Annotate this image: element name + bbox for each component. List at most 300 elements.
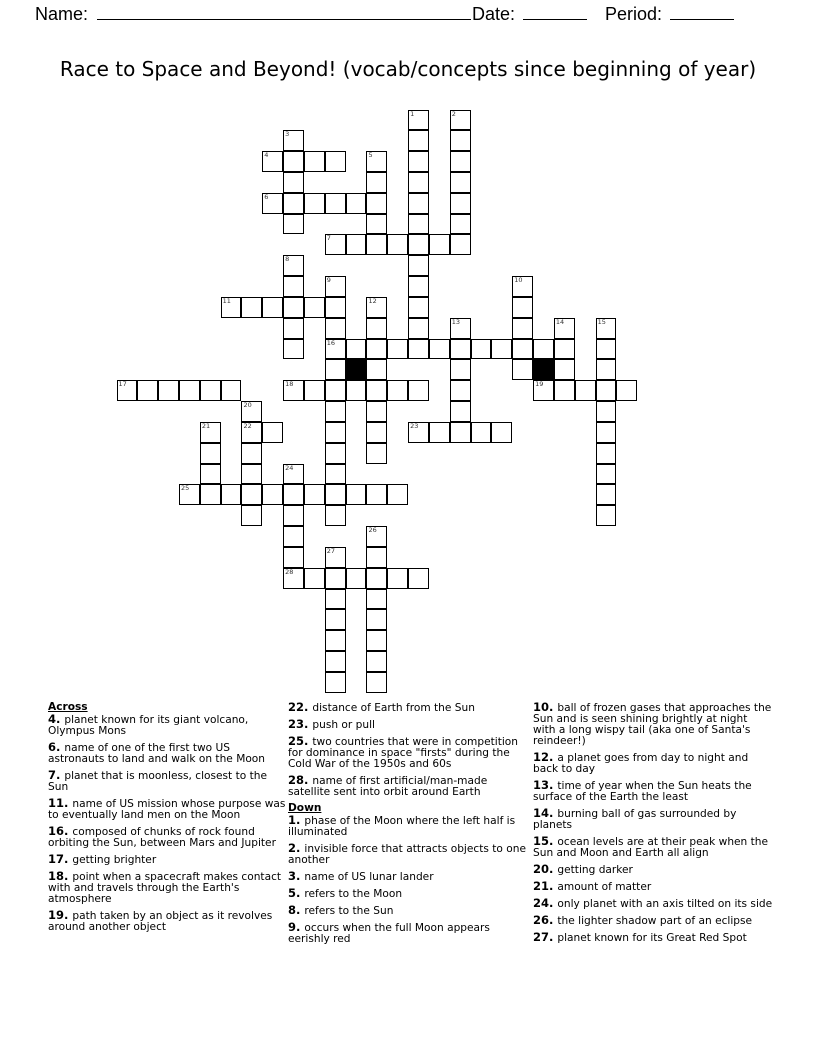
grid-cell[interactable] xyxy=(512,297,533,318)
grid-cell[interactable] xyxy=(366,172,387,193)
clue-across-6 xyxy=(48,742,288,765)
grid-cell[interactable] xyxy=(596,339,617,360)
grid-cell[interactable] xyxy=(304,484,325,505)
grid-cell[interactable] xyxy=(450,318,471,339)
grid-cell[interactable] xyxy=(221,380,242,401)
clue-down-5 xyxy=(288,888,528,900)
grid-cell[interactable] xyxy=(366,193,387,214)
grid-cell[interactable] xyxy=(283,130,304,151)
clue-separator: . xyxy=(549,750,558,764)
clue-across-17 xyxy=(48,854,288,866)
cell-number: 24 xyxy=(285,463,294,472)
grid-cell[interactable] xyxy=(283,339,304,360)
grid-cell[interactable] xyxy=(325,505,346,526)
across-heading: Across xyxy=(48,701,88,713)
grid-cell[interactable] xyxy=(325,568,346,589)
clue-column-3 xyxy=(533,702,773,949)
grid-cell[interactable] xyxy=(325,464,346,485)
grid-cell[interactable] xyxy=(262,297,283,318)
grid-cell[interactable] xyxy=(283,297,304,318)
grid-cell[interactable] xyxy=(387,339,408,360)
grid-cell[interactable] xyxy=(366,380,387,401)
grid-cell[interactable] xyxy=(450,130,471,151)
grid-cell[interactable] xyxy=(596,422,617,443)
grid-cell[interactable] xyxy=(179,484,200,505)
grid-cell[interactable] xyxy=(346,484,367,505)
clue-text: name of US mission whose purpose was to eventually land men on the Moon xyxy=(48,798,286,821)
clue-text: ball of frozen gases that approaches the Sun and is seen shining brightly at night with a long wispy tail (aka one of Santa's reindeer!) xyxy=(533,702,772,747)
clue-separator: . xyxy=(549,913,558,927)
period-blank[interactable] xyxy=(670,2,734,20)
grid-cell[interactable] xyxy=(325,276,346,297)
clue-text: ocean levels are at their peak when the Sun and Moon and Earth all align xyxy=(533,836,769,859)
clue-text: planet known for its Great Red Spot xyxy=(557,932,747,944)
grid-cell[interactable] xyxy=(304,380,325,401)
cell-number: 21 xyxy=(201,421,211,430)
clue-down-20 xyxy=(533,864,773,876)
grid-cell[interactable] xyxy=(408,255,429,276)
grid-cell[interactable] xyxy=(471,422,492,443)
grid-cell[interactable] xyxy=(200,464,221,485)
clue-number: 7 xyxy=(48,768,57,782)
grid-cell[interactable] xyxy=(241,422,262,443)
clue-separator: . xyxy=(549,700,558,714)
grid-cell[interactable] xyxy=(346,568,367,589)
grid-cell[interactable] xyxy=(408,297,429,318)
grid-cell[interactable] xyxy=(616,380,637,401)
grid-cell[interactable] xyxy=(387,380,408,401)
grid-cell[interactable] xyxy=(304,568,325,589)
clue-separator: . xyxy=(549,834,558,848)
clue-text: invisible force that attracts objects to one another xyxy=(288,843,526,866)
grid-cell[interactable] xyxy=(283,172,304,193)
clue-across-11 xyxy=(48,798,288,821)
grid-cell[interactable] xyxy=(283,484,304,505)
grid-cell[interactable] xyxy=(325,547,346,568)
grid-cell[interactable] xyxy=(283,276,304,297)
clue-across-18 xyxy=(48,871,288,905)
grid-cell[interactable] xyxy=(325,297,346,318)
grid-cell[interactable] xyxy=(200,380,221,401)
grid-cell[interactable] xyxy=(596,443,617,464)
clue-separator: . xyxy=(64,869,73,883)
grid-cell[interactable] xyxy=(408,172,429,193)
clue-separator: . xyxy=(296,903,305,917)
cell-number: 9 xyxy=(326,276,331,285)
clue-down-15 xyxy=(533,836,773,859)
grid-cell[interactable] xyxy=(387,568,408,589)
cell-number: 13 xyxy=(451,317,461,326)
clue-down-3 xyxy=(288,871,528,883)
clue-text: point when a spacecraft makes contact with and travels through the Earth's atmosphere xyxy=(48,871,282,905)
grid-cell[interactable] xyxy=(325,318,346,339)
clue-text: planet that is moonless, closest to the Sun xyxy=(48,770,267,793)
clue-text: refers to the Moon xyxy=(304,888,403,900)
clue-down-10 xyxy=(533,702,773,747)
clue-number: 15 xyxy=(533,834,550,848)
clue-number: 20 xyxy=(533,862,550,876)
clue-text: the lighter shadow part of an eclipse xyxy=(557,915,753,927)
clue-separator: . xyxy=(56,768,65,782)
grid-cell[interactable] xyxy=(117,380,138,401)
grid-cell[interactable] xyxy=(283,505,304,526)
grid-cell[interactable] xyxy=(283,568,304,589)
clue-number: 26 xyxy=(533,913,550,927)
clue-number: 27 xyxy=(533,930,550,944)
cell-number: 25 xyxy=(180,484,190,493)
grid-cell[interactable] xyxy=(596,318,617,339)
grid-cell[interactable] xyxy=(346,193,367,214)
clue-text: time of year when the Sun heats the surface of the Earth the least xyxy=(533,780,752,803)
cell-number: 5 xyxy=(368,151,373,160)
grid-cell[interactable] xyxy=(408,151,429,172)
clue-separator: . xyxy=(549,896,558,910)
grid-cell[interactable] xyxy=(241,443,262,464)
grid-cell[interactable] xyxy=(366,359,387,380)
clue-separator: . xyxy=(296,841,305,855)
cell-number: 16 xyxy=(326,338,336,347)
clue-text: composed of chunks of rock found orbiting the Sun, between Mars and Jupiter xyxy=(48,826,276,849)
clue-text: getting brighter xyxy=(72,854,157,866)
grid-cell[interactable] xyxy=(241,401,262,422)
grid-cell[interactable] xyxy=(387,484,408,505)
grid-cell[interactable] xyxy=(200,443,221,464)
page-title: Race to Space and Beyond! (vocab/concepts since beginning of year) xyxy=(59,57,757,81)
grid-cell[interactable] xyxy=(325,151,346,172)
grid-cell[interactable] xyxy=(325,609,346,630)
crossword-grid xyxy=(117,110,637,695)
grid-cell[interactable] xyxy=(325,422,346,443)
grid-cell[interactable] xyxy=(262,193,283,214)
clue-number: 28 xyxy=(288,773,305,787)
grid-cell[interactable] xyxy=(325,339,346,360)
grid-cell[interactable] xyxy=(262,484,283,505)
clue-text: a planet goes from day to night and back to day xyxy=(533,752,749,775)
grid-cell[interactable] xyxy=(366,214,387,235)
grid-cell[interactable] xyxy=(450,234,471,255)
grid-cell[interactable] xyxy=(554,380,575,401)
grid-cell[interactable] xyxy=(408,234,429,255)
clue-separator: . xyxy=(549,862,558,876)
grid-cell[interactable] xyxy=(408,380,429,401)
clue-text: two countries that were in competition for dominance in space "firsts" during the Cold War of the 1950s and 60s xyxy=(288,736,519,770)
grid-cell[interactable] xyxy=(325,234,346,255)
grid-cell[interactable] xyxy=(512,339,533,360)
clue-across-19 xyxy=(48,910,288,933)
clue-down-24 xyxy=(533,898,773,910)
grid-cell[interactable] xyxy=(283,464,304,485)
grid-cell[interactable] xyxy=(512,318,533,339)
clue-separator: . xyxy=(56,712,65,726)
grid-cell[interactable] xyxy=(283,318,304,339)
cell-number: 22 xyxy=(243,421,252,430)
grid-cell[interactable] xyxy=(596,401,617,422)
grid-cell[interactable] xyxy=(366,422,387,443)
clue-separator: . xyxy=(304,734,313,748)
grid-cell[interactable] xyxy=(450,193,471,214)
clue-text: burning ball of gas surrounded by planets xyxy=(533,808,737,831)
clue-separator: . xyxy=(304,717,313,731)
clue-down-12 xyxy=(533,752,773,775)
grid-cell[interactable] xyxy=(283,380,304,401)
grid-cell[interactable] xyxy=(596,359,617,380)
grid-cell[interactable] xyxy=(408,130,429,151)
grid-cell[interactable] xyxy=(241,464,262,485)
grid-cell[interactable] xyxy=(366,651,387,672)
grid-cell[interactable] xyxy=(221,297,242,318)
grid-cell[interactable] xyxy=(387,234,408,255)
grid-cell[interactable] xyxy=(346,380,367,401)
grid-cell[interactable] xyxy=(408,276,429,297)
grid-cell[interactable] xyxy=(366,484,387,505)
grid-cell[interactable] xyxy=(408,193,429,214)
clue-separator: . xyxy=(304,773,313,787)
grid-cell[interactable] xyxy=(283,151,304,172)
grid-cell[interactable] xyxy=(366,672,387,693)
clue-separator: . xyxy=(296,813,305,827)
cell-number: 17 xyxy=(118,380,127,389)
clue-across-23 xyxy=(288,719,528,731)
grid-cell[interactable] xyxy=(450,339,471,360)
grid-cell[interactable] xyxy=(179,380,200,401)
grid-cell[interactable] xyxy=(325,630,346,651)
clue-separator: . xyxy=(64,852,73,866)
grid-cell[interactable] xyxy=(408,568,429,589)
clue-down-26 xyxy=(533,915,773,927)
clue-text: occurs when the full Moon appears eerishly red xyxy=(288,922,490,945)
grid-cell[interactable] xyxy=(533,339,554,360)
cell-number: 27 xyxy=(326,546,336,555)
grid-cell[interactable] xyxy=(304,193,325,214)
clue-number: 3 xyxy=(288,869,297,883)
grid-cell[interactable] xyxy=(200,422,221,443)
cell-number: 15 xyxy=(597,317,606,326)
down-heading: Down xyxy=(288,802,322,814)
grid-cell[interactable] xyxy=(408,339,429,360)
grid-cell[interactable] xyxy=(491,422,512,443)
clue-separator: . xyxy=(549,879,558,893)
grid-cell[interactable] xyxy=(471,339,492,360)
cell-number: 12 xyxy=(368,296,377,305)
cell-number: 14 xyxy=(555,317,565,326)
cell-number: 7 xyxy=(326,234,331,243)
clue-across-7 xyxy=(48,770,288,793)
clue-number: 19 xyxy=(48,908,65,922)
clue-text: path taken by an object as it revolves around another object xyxy=(48,910,273,933)
clue-separator: . xyxy=(549,806,558,820)
clue-number: 23 xyxy=(288,717,305,731)
cell-number: 8 xyxy=(285,255,290,264)
grid-cell[interactable] xyxy=(325,651,346,672)
clue-text: refers to the Sun xyxy=(304,905,394,917)
clue-number: 25 xyxy=(288,734,305,748)
cell-number: 20 xyxy=(243,401,252,410)
clue-text: distance of Earth from the Sun xyxy=(312,702,475,714)
clue-separator: . xyxy=(64,796,73,810)
grid-cell[interactable] xyxy=(450,172,471,193)
grid-cell[interactable] xyxy=(429,234,450,255)
grid-cell[interactable] xyxy=(596,484,617,505)
grid-cell[interactable] xyxy=(596,505,617,526)
clue-down-14 xyxy=(533,808,773,831)
clue-number: 12 xyxy=(533,750,550,764)
clue-text: name of first artificial/man-made satellite sent into orbit around Earth xyxy=(288,775,488,798)
grid-cell[interactable] xyxy=(366,401,387,422)
clue-text: amount of matter xyxy=(557,881,652,893)
grid-cell[interactable] xyxy=(596,464,617,485)
clue-separator: . xyxy=(296,869,305,883)
grid-cell[interactable] xyxy=(325,484,346,505)
grid-cell[interactable] xyxy=(325,359,346,380)
grid-cell[interactable] xyxy=(283,214,304,235)
clue-number: 16 xyxy=(48,824,65,838)
grid-cell[interactable] xyxy=(325,401,346,422)
grid-cell[interactable] xyxy=(325,380,346,401)
grid-cell[interactable] xyxy=(283,547,304,568)
grid-cell[interactable] xyxy=(366,526,387,547)
cell-number: 23 xyxy=(410,421,419,430)
clue-number: 4 xyxy=(48,712,57,726)
grid-cell[interactable] xyxy=(554,318,575,339)
grid-cell[interactable] xyxy=(283,255,304,276)
black-square xyxy=(346,359,367,380)
grid-cell[interactable] xyxy=(262,151,283,172)
grid-cell[interactable] xyxy=(450,151,471,172)
date-blank[interactable] xyxy=(523,2,587,20)
grid-cell[interactable] xyxy=(366,589,387,610)
grid-cell[interactable] xyxy=(366,318,387,339)
grid-cell[interactable] xyxy=(366,630,387,651)
grid-cell[interactable] xyxy=(450,380,471,401)
grid-cell[interactable] xyxy=(366,339,387,360)
grid-cell[interactable] xyxy=(408,318,429,339)
period-field[interactable] xyxy=(605,2,734,25)
clue-separator: . xyxy=(56,740,65,754)
clue-across-16 xyxy=(48,826,288,849)
clue-text: name of one of the first two US astronauts to land and walk on the Moon xyxy=(48,742,266,765)
grid-cell[interactable] xyxy=(408,110,429,131)
cell-number: 19 xyxy=(535,380,544,389)
grid-cell[interactable] xyxy=(366,547,387,568)
grid-cell[interactable] xyxy=(429,422,450,443)
cell-number: 2 xyxy=(451,109,456,118)
grid-cell[interactable] xyxy=(304,297,325,318)
grid-cell[interactable] xyxy=(366,297,387,318)
clue-separator: . xyxy=(549,930,558,944)
grid-cell[interactable] xyxy=(408,214,429,235)
grid-cell[interactable] xyxy=(241,297,262,318)
grid-cell[interactable] xyxy=(554,359,575,380)
grid-cell[interactable] xyxy=(450,422,471,443)
grid-cell[interactable] xyxy=(512,276,533,297)
grid-cell[interactable] xyxy=(283,193,304,214)
clue-number: 10 xyxy=(533,700,550,714)
grid-cell[interactable] xyxy=(491,339,512,360)
clue-number: 2 xyxy=(288,841,297,855)
clue-number: 13 xyxy=(533,778,550,792)
grid-cell[interactable] xyxy=(596,380,617,401)
clue-down-8 xyxy=(288,905,528,917)
clue-down-13 xyxy=(533,780,773,803)
grid-cell[interactable] xyxy=(325,589,346,610)
clue-across-4 xyxy=(48,714,288,737)
grid-cell[interactable] xyxy=(325,672,346,693)
name-field[interactable] xyxy=(35,2,471,25)
clue-number: 11 xyxy=(48,796,65,810)
grid-cell[interactable] xyxy=(575,380,596,401)
clue-across-22 xyxy=(288,702,528,714)
clue-number: 17 xyxy=(48,852,65,866)
clue-separator: . xyxy=(64,824,73,838)
clue-separator: . xyxy=(296,920,305,934)
clue-text: planet known for its giant volcano, Olympus Mons xyxy=(48,714,249,737)
clue-text: only planet with an axis tilted on its side xyxy=(557,898,773,910)
clue-separator: . xyxy=(304,700,313,714)
grid-cell[interactable] xyxy=(554,339,575,360)
clue-down-1 xyxy=(288,815,528,838)
grid-cell[interactable] xyxy=(304,151,325,172)
grid-cell[interactable] xyxy=(262,422,283,443)
grid-cell[interactable] xyxy=(325,443,346,464)
clue-number: 1 xyxy=(288,813,297,827)
grid-cell[interactable] xyxy=(200,484,221,505)
grid-cell[interactable] xyxy=(533,380,554,401)
clue-separator: . xyxy=(64,908,73,922)
clue-number: 8 xyxy=(288,903,297,917)
grid-cell[interactable] xyxy=(450,359,471,380)
grid-cell[interactable] xyxy=(346,339,367,360)
grid-cell[interactable] xyxy=(346,234,367,255)
clue-text: getting darker xyxy=(557,864,633,876)
clue-number: 9 xyxy=(288,920,297,934)
clue-number: 5 xyxy=(288,886,297,900)
grid-cell[interactable] xyxy=(366,151,387,172)
clue-number: 14 xyxy=(533,806,550,820)
grid-cell[interactable] xyxy=(283,526,304,547)
grid-cell[interactable] xyxy=(450,214,471,235)
cell-number: 6 xyxy=(264,192,269,201)
grid-cell[interactable] xyxy=(366,234,387,255)
grid-cell[interactable] xyxy=(241,484,262,505)
clue-across-28 xyxy=(288,775,528,798)
grid-cell[interactable] xyxy=(429,339,450,360)
grid-cell[interactable] xyxy=(221,484,242,505)
grid-cell[interactable] xyxy=(158,380,179,401)
grid-cell[interactable] xyxy=(366,568,387,589)
cell-number: 28 xyxy=(285,567,294,576)
date-field[interactable] xyxy=(472,2,587,25)
grid-cell[interactable] xyxy=(450,401,471,422)
grid-cell[interactable] xyxy=(450,110,471,131)
grid-cell[interactable] xyxy=(366,443,387,464)
clue-column-2 xyxy=(288,702,528,950)
name-blank[interactable] xyxy=(97,2,471,20)
clue-text: phase of the Moon where the left half is illuminated xyxy=(288,815,516,838)
grid-cell[interactable] xyxy=(137,380,158,401)
grid-cell[interactable] xyxy=(408,422,429,443)
grid-cell[interactable] xyxy=(241,505,262,526)
cell-number: 18 xyxy=(285,380,294,389)
clue-number: 21 xyxy=(533,879,550,893)
grid-cell[interactable] xyxy=(512,359,533,380)
grid-cell[interactable] xyxy=(325,193,346,214)
clue-separator: . xyxy=(549,778,558,792)
cell-number: 11 xyxy=(222,296,231,305)
clue-number: 6 xyxy=(48,740,57,754)
name-label: Name: xyxy=(35,4,89,24)
grid-cell[interactable] xyxy=(366,609,387,630)
black-square xyxy=(533,359,554,380)
